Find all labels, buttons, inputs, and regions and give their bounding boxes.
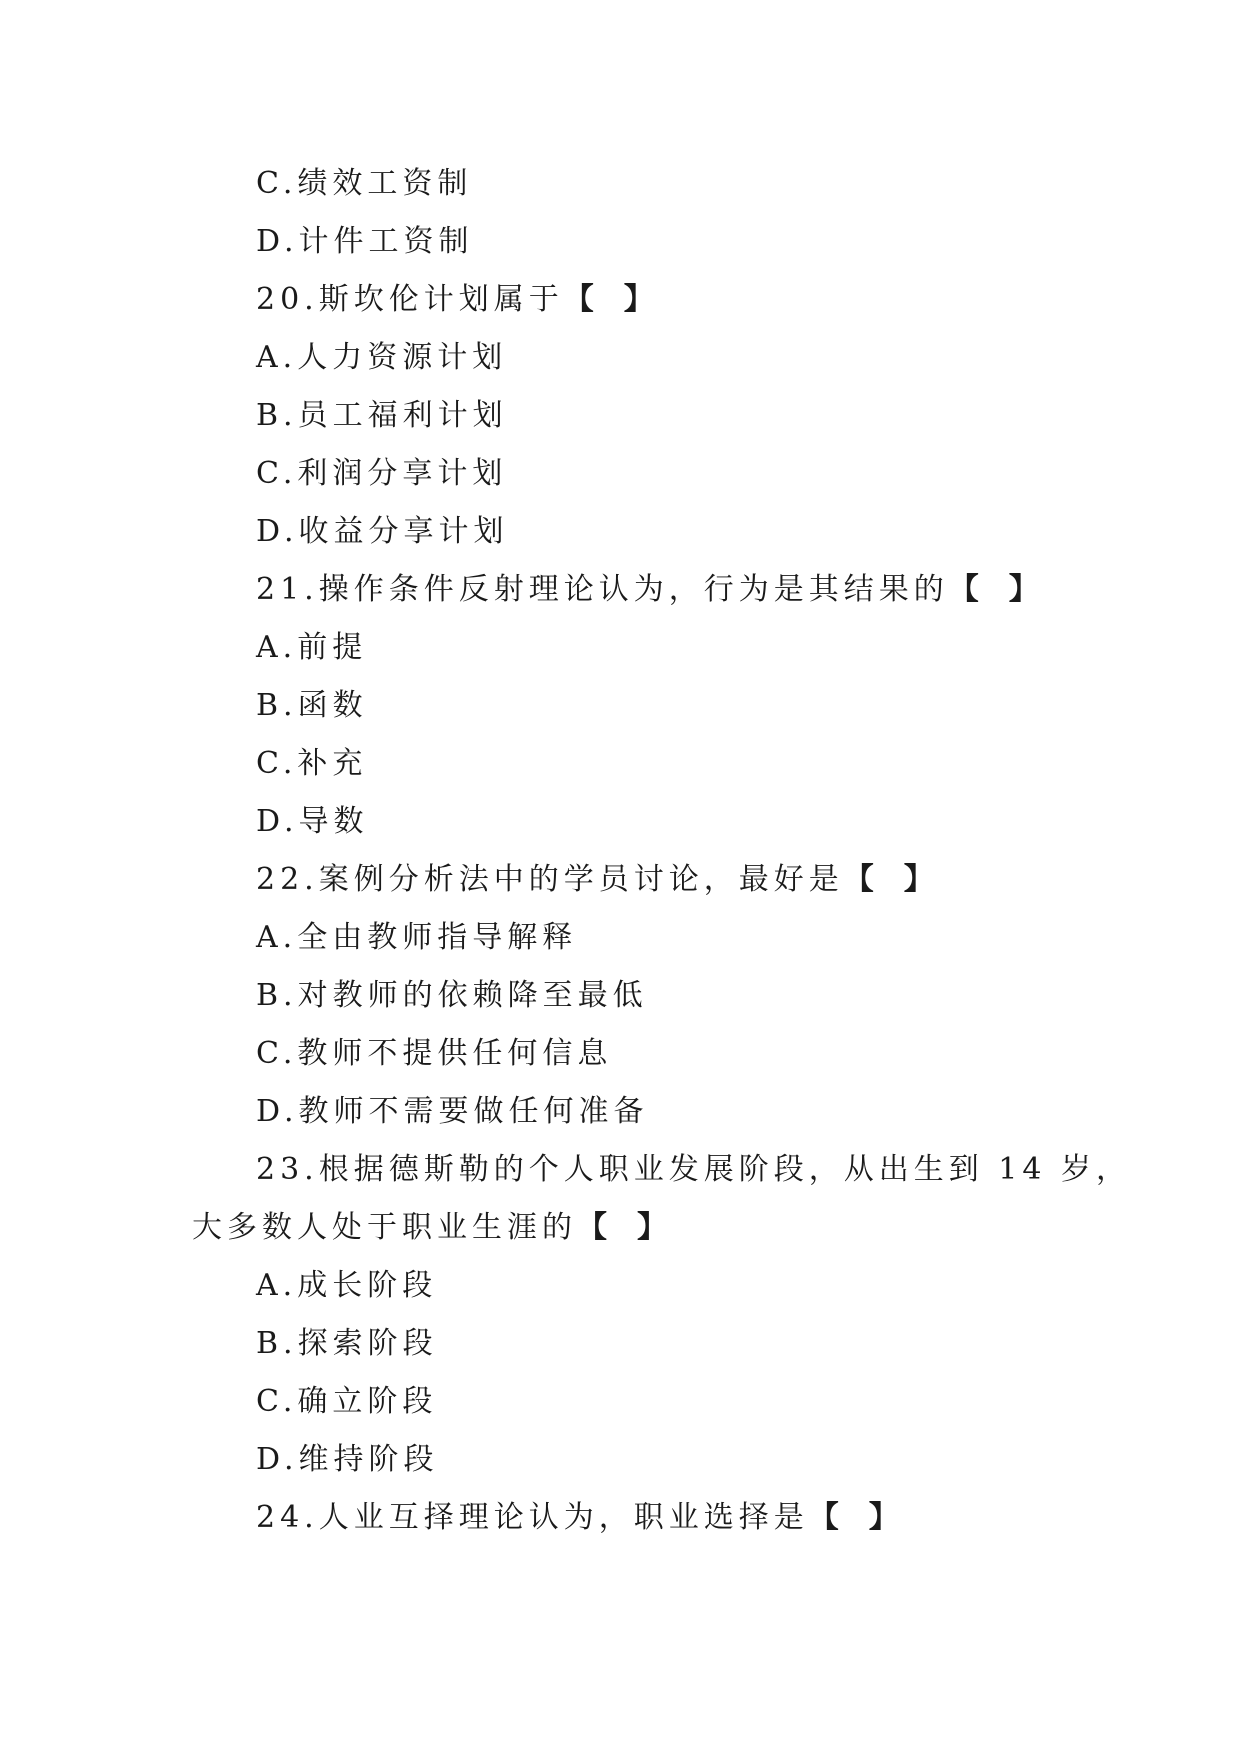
option-22b: B.对教师的依赖降至最低 (256, 978, 648, 1013)
option-21c: C.补充 (256, 746, 368, 781)
option-22d: D.教师不需要做任何准备 (256, 1094, 649, 1129)
question-20: 20.斯坎伦计划属于【 】 (256, 282, 654, 317)
answer-bracket: 【 】 (563, 282, 654, 317)
option-23c: C.确立阶段 (256, 1384, 438, 1419)
option-23b: B.探索阶段 (256, 1326, 438, 1361)
option-20a: A.人力资源计划 (256, 340, 508, 375)
option-20d: D.收益分享计划 (256, 514, 509, 549)
option-23d: D.维持阶段 (256, 1442, 439, 1477)
question-23-continued: 大多数人处于职业生涯的【 】 (192, 1210, 667, 1245)
option-22c: C.教师不提供任何信息 (256, 1036, 613, 1071)
option-19c: C.绩效工资制 (256, 166, 473, 201)
option-20b: B.员工福利计划 (256, 398, 508, 433)
question-24: 24.人业互择理论认为，职业选择是【 】 (256, 1500, 899, 1535)
option-21d: D.导数 (256, 804, 369, 839)
question-21: 21.操作条件反射理论认为，行为是其结果的【 】 (256, 572, 1039, 607)
option-23a: A.成长阶段 (256, 1268, 438, 1303)
option-19d: D.计件工资制 (256, 224, 474, 259)
question-23: 23.根据德斯勒的个人职业发展阶段，从出生到 14 岁， (256, 1152, 1131, 1187)
answer-bracket: 【 】 (948, 572, 1039, 607)
answer-bracket: 【 】 (808, 1500, 899, 1535)
option-21b: B.函数 (256, 688, 368, 723)
question-22: 22.案例分析法中的学员讨论，最好是【 】 (256, 862, 934, 897)
answer-bracket: 【 】 (843, 862, 934, 897)
answer-bracket: 【 】 (577, 1210, 667, 1245)
option-20c: C.利润分享计划 (256, 456, 508, 491)
option-21a: A.前提 (256, 630, 368, 665)
option-22a: A.全由教师指导解释 (256, 920, 578, 955)
